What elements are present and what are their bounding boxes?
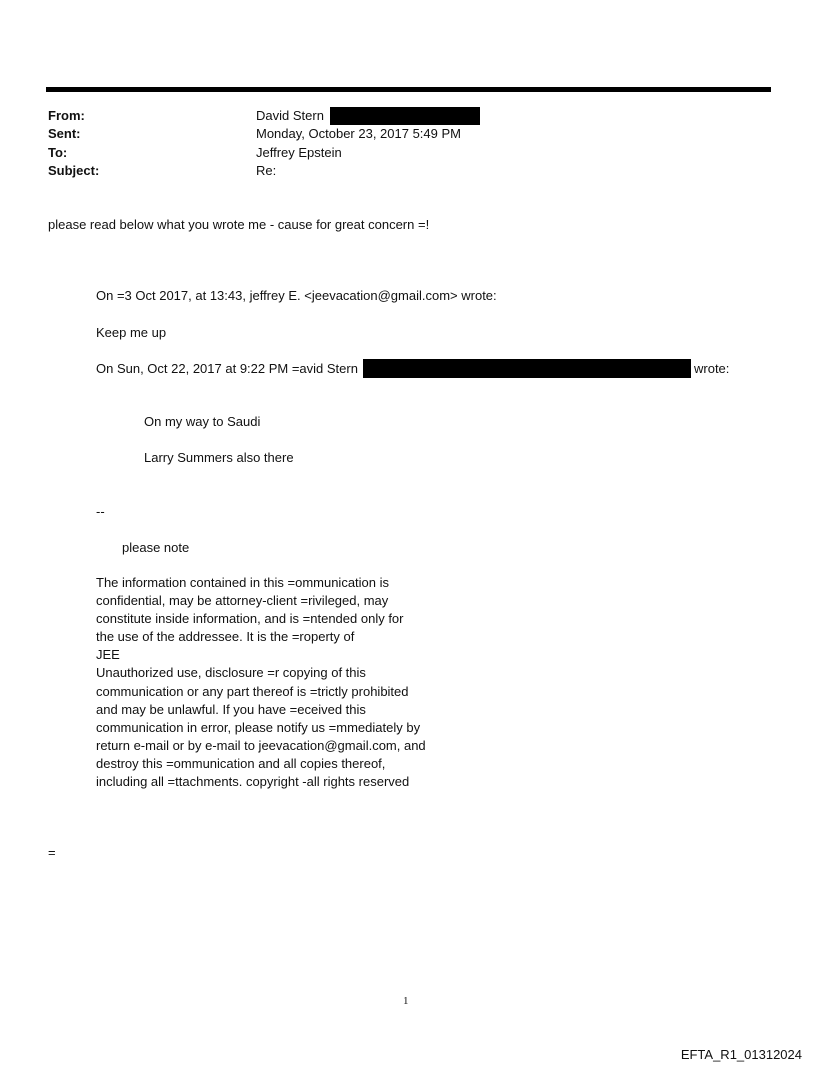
intro-text: please read below what you wrote me - cause for great concern =! <box>48 217 430 232</box>
disclaimer-line: JEE <box>96 647 120 663</box>
quote1-header: On =3 Oct 2017, at 13:43, jeffrey E. <jeevacation@gmail.com> wrote: <box>96 288 497 303</box>
disclaimer-line: constitute inside information, and is =ntended only for <box>96 611 404 627</box>
signature-separator: -- <box>96 504 105 519</box>
from-label: From: <box>48 108 85 123</box>
redaction-bar <box>330 107 480 125</box>
disclaimer-line: communication or any part thereof is =trictly prohibited <box>96 683 409 699</box>
disclaimer-line: including all =ttachments. copyright -all rights reserved <box>96 774 410 790</box>
redaction-bar <box>363 359 691 378</box>
disclaimer-line: return e-mail or by e-mail to jeevacation@gmail.com, and <box>96 737 426 753</box>
disclaimer-line: destroy this =ommunication and all copies thereof, <box>96 755 386 771</box>
sent-value: Monday, October 23, 2017 5:49 PM <box>256 126 461 141</box>
header-divider <box>46 87 771 92</box>
quote2-header-prefix: On Sun, Oct 22, 2017 at 9:22 PM =avid Stern <box>96 361 358 376</box>
disclaimer-line: the use of the addressee. It is the =roperty of <box>96 629 355 645</box>
disclaimer-line: communication in error, please notify us =mmediately by <box>96 719 421 735</box>
disclaimer <box>96 574 426 791</box>
page-number: 1 <box>403 995 409 1007</box>
disclaimer-line: confidential, may be attorney-client =rivileged, may <box>96 593 389 609</box>
trailing-mark: = <box>48 845 56 860</box>
document-id: EFTA_R1_01312024 <box>680 1047 802 1062</box>
sent-label: Sent: <box>48 126 81 141</box>
signature-note: please note <box>122 540 190 555</box>
to-value: Jeffrey Epstein <box>256 145 342 160</box>
disclaimer-line: Unauthorized use, disclosure =r copying of this <box>96 665 366 681</box>
from-value: David Stern <box>256 108 324 123</box>
subject-value: Re: <box>256 163 277 178</box>
quote1-text: Keep me up <box>96 325 167 340</box>
disclaimer-line: and may be unlawful. If you have =eceived this <box>96 701 366 717</box>
quote2-line: Larry Summers also there <box>144 450 294 465</box>
quote2-header-suffix: wrote: <box>694 361 730 376</box>
quote2-line: On my way to Saudi <box>144 414 261 429</box>
subject-label: Subject: <box>48 163 100 178</box>
to-label: To: <box>48 145 68 160</box>
disclaimer-line: The information contained in this =ommunication is <box>96 575 390 590</box>
